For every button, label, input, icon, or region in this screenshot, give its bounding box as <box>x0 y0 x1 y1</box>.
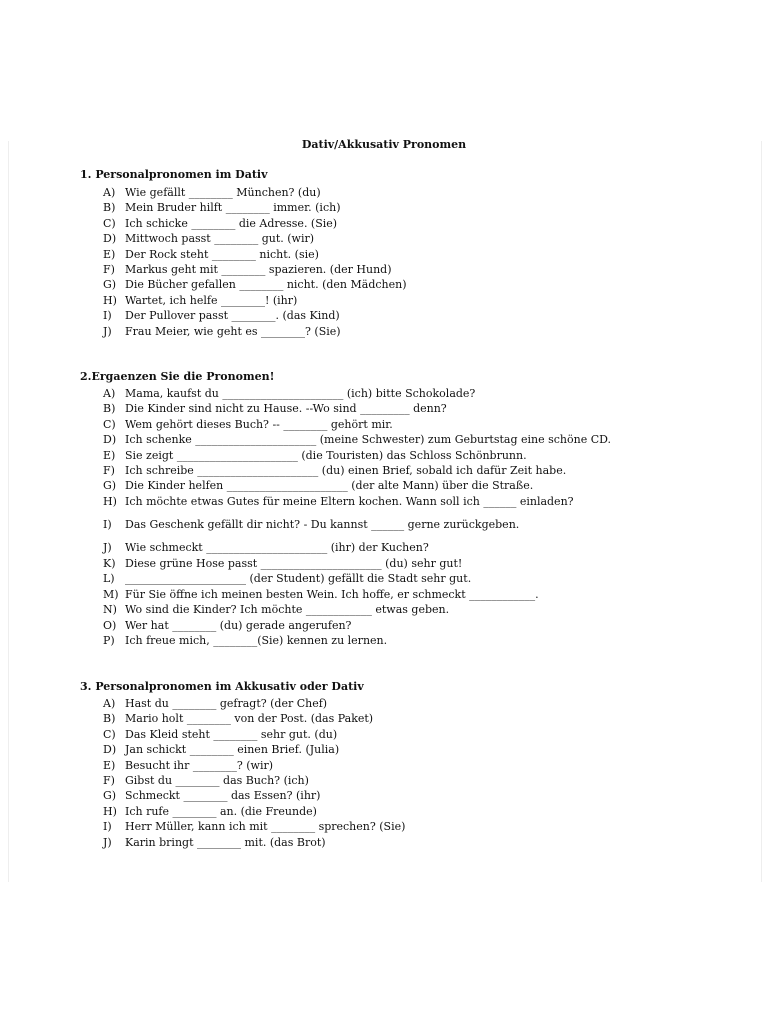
item-letter: C) <box>103 217 116 230</box>
item-text: Mein Bruder hilft ________ immer. (ich) <box>125 201 341 214</box>
exercise-item <box>103 540 703 555</box>
item-text: Wie gefällt ________ München? (du) <box>125 186 321 199</box>
item-letter: A) <box>103 697 116 710</box>
exercise-item <box>103 277 703 292</box>
item-text: Mario holt ________ von der Post. (das Paket) <box>125 712 374 725</box>
item-text: Ich rufe ________ an. (die Freunde) <box>125 805 317 818</box>
item-text: Das Kleid steht ________ sehr gut. (du) <box>125 728 338 741</box>
exercise-item <box>103 517 703 532</box>
exercise-item <box>103 478 703 493</box>
item-text: Die Bücher gefallen ________ nicht. (den Mädchen) <box>125 278 407 291</box>
exercise-item <box>103 727 703 742</box>
item-text: Jan schickt ________ einen Brief. (Julia) <box>125 743 340 756</box>
exercise-item <box>103 262 703 277</box>
exercise-item <box>103 571 703 586</box>
item-text: Der Pullover passt ________. (das Kind) <box>125 309 340 322</box>
item-letter: I) <box>103 309 112 322</box>
item-letter: B) <box>103 712 116 725</box>
exercise-item <box>103 742 703 757</box>
item-text: Wartet, ich helfe ________! (ihr) <box>125 294 298 307</box>
item-letter: J) <box>103 541 112 554</box>
exercise-item <box>103 448 703 463</box>
item-text: Wo sind die Kinder? Ich möchte ____________ etwas geben. <box>125 603 450 616</box>
item-letter: L) <box>103 572 115 585</box>
item-text: Besucht ihr ________? (wir) <box>125 759 274 772</box>
item-letter: E) <box>103 759 116 772</box>
item-letter: M) <box>103 588 119 601</box>
item-text: Sie zeigt ______________________ (die Touristen) das Schloss Schönbrunn. <box>125 449 527 462</box>
item-text: Ich freue mich, ________(Sie) kennen zu lernen. <box>125 634 388 647</box>
exercise-item <box>103 587 703 602</box>
item-letter: G) <box>103 789 117 802</box>
item-letter: F) <box>103 263 115 276</box>
exercise-item <box>103 324 703 339</box>
item-letter: P) <box>103 634 115 647</box>
item-text: Frau Meier, wie geht es ________? (Sie) <box>125 325 341 338</box>
item-letter: H) <box>103 805 117 818</box>
item-letter: F) <box>103 774 115 787</box>
exercise-item <box>103 200 703 215</box>
exercise-item <box>103 758 703 773</box>
item-letter: C) <box>103 418 116 431</box>
exercise-item <box>103 804 703 819</box>
item-letter: D) <box>103 743 117 756</box>
item-text: Ich schreibe ______________________ (du) einen Brief, sobald ich dafür Zeit habe. <box>125 464 567 477</box>
item-letter: H) <box>103 495 117 508</box>
item-text: Hast du ________ gefragt? (der Chef) <box>125 697 328 710</box>
item-text: Wem gehört dieses Buch? -- ________ gehört mir. <box>125 418 393 431</box>
item-letter: K) <box>103 557 116 570</box>
item-letter: F) <box>103 464 115 477</box>
item-text: Karin bringt ________ mit. (das Brot) <box>125 836 326 849</box>
item-letter: G) <box>103 278 117 291</box>
item-text: Wie schmeckt ______________________ (ihr) der Kuchen? <box>125 541 429 554</box>
exercise-item <box>103 696 703 711</box>
item-letter: D) <box>103 232 117 245</box>
item-letter: E) <box>103 449 116 462</box>
item-letter: B) <box>103 402 116 415</box>
item-letter: I) <box>103 820 112 833</box>
exercise-item <box>103 231 703 246</box>
item-text: Die Kinder sind nicht zu Hause. --Wo sind _________ denn? <box>125 402 447 415</box>
exercise-item <box>103 711 703 726</box>
item-text: Für Sie öffne ich meinen besten Wein. Ich hoffe, er schmeckt ____________. <box>125 588 539 601</box>
exercise-item <box>103 401 703 416</box>
item-letter: A) <box>103 387 116 400</box>
item-text: Wer hat ________ (du) gerade angerufen? <box>125 619 352 632</box>
item-text: Herr Müller, kann ich mit ________ sprechen? (Sie) <box>125 820 406 833</box>
item-letter: C) <box>103 728 116 741</box>
item-letter: A) <box>103 186 116 199</box>
exercise-item <box>103 293 703 308</box>
item-letter: B) <box>103 201 116 214</box>
exercise-item <box>103 819 703 834</box>
item-letter: D) <box>103 433 117 446</box>
exercise-item <box>103 618 703 633</box>
item-letter: E) <box>103 248 116 261</box>
item-letter: J) <box>103 325 112 338</box>
exercise-item <box>103 185 703 200</box>
exercise-item <box>103 247 703 262</box>
item-text: Diese grüne Hose passt ______________________ (du) sehr gut! <box>125 557 463 570</box>
item-text: Mama, kaufst du ______________________ (ich) bitte Schokolade? <box>125 387 476 400</box>
section-heading-1: 1. Personalpronomen im Dativ <box>80 168 268 181</box>
exercise-item <box>103 788 703 803</box>
exercise-item <box>103 417 703 432</box>
exercise-item <box>103 308 703 323</box>
exercise-item <box>103 432 703 447</box>
item-letter: O) <box>103 619 117 632</box>
item-letter: H) <box>103 294 117 307</box>
item-text: Ich schenke ______________________ (meine Schwester) zum Geburtstag eine schöne CD. <box>125 433 612 446</box>
section-heading-2: 2.Ergaenzen Sie die Pronomen! <box>80 370 275 383</box>
document-title: Dativ/Akkusativ Pronomen <box>301 138 467 151</box>
exercise-item <box>103 386 703 401</box>
item-letter: J) <box>103 836 112 849</box>
exercise-item <box>103 835 703 850</box>
exercise-item <box>103 463 703 478</box>
exercise-item <box>103 556 703 571</box>
item-text: Ich schicke ________ die Adresse. (Sie) <box>125 217 338 230</box>
item-text: Gibst du ________ das Buch? (ich) <box>125 774 309 787</box>
item-text: Schmeckt ________ das Essen? (ihr) <box>125 789 321 802</box>
item-letter: N) <box>103 603 117 616</box>
exercise-item <box>103 216 703 231</box>
exercise-item <box>103 633 703 648</box>
item-text: Die Kinder helfen ______________________ (der alte Mann) über die Straße. <box>125 479 534 492</box>
item-text: ______________________ (der Student) gefällt die Stadt sehr gut. <box>125 572 472 585</box>
exercise-item <box>103 494 703 509</box>
item-text: Das Geschenk gefällt dir nicht? - Du kannst ______ gerne zurückgeben. <box>125 518 520 531</box>
item-text: Mittwoch passt ________ gut. (wir) <box>125 232 315 245</box>
item-text: Der Rock steht ________ nicht. (sie) <box>125 248 319 261</box>
exercise-item <box>103 602 703 617</box>
item-text: Ich möchte etwas Gutes für meine Eltern kochen. Wann soll ich ______ einladen? <box>125 495 574 508</box>
item-letter: G) <box>103 479 117 492</box>
item-letter: I) <box>103 518 112 531</box>
section-heading-3: 3. Personalpronomen im Akkusativ oder Dativ <box>80 680 364 693</box>
item-text: Markus geht mit ________ spazieren. (der Hund) <box>125 263 392 276</box>
exercise-item <box>103 773 703 788</box>
